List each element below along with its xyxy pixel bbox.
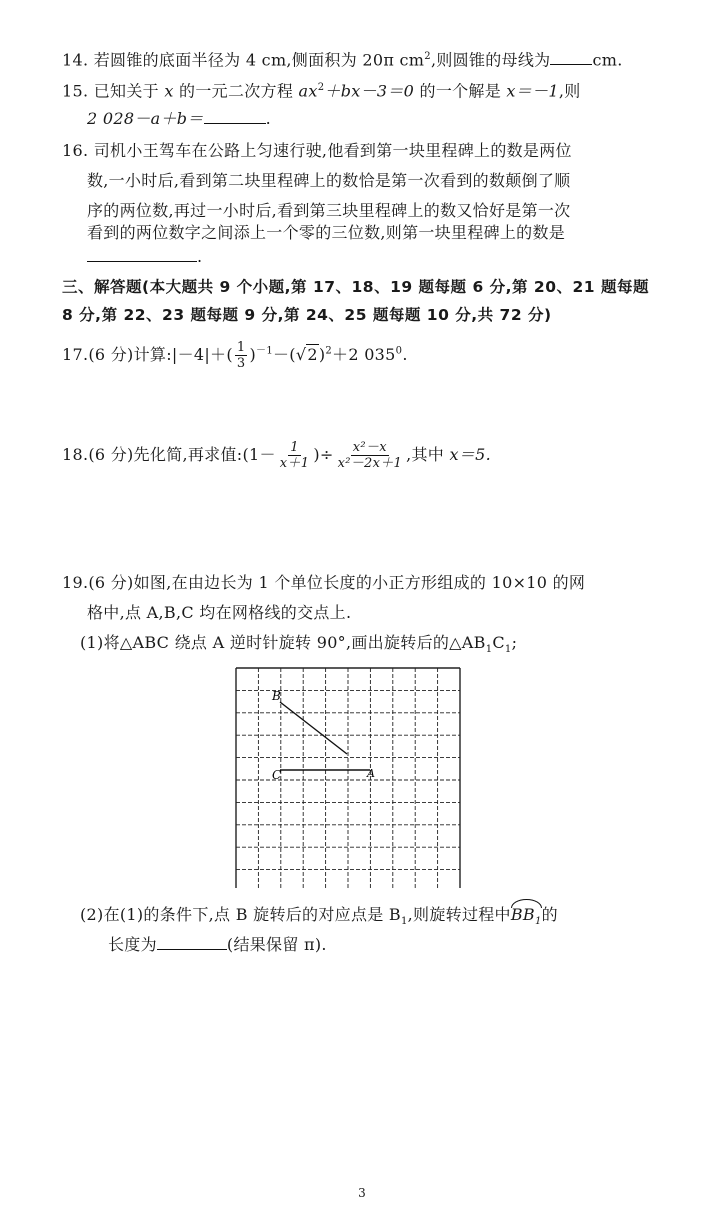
q19-answer-blank[interactable] bbox=[157, 935, 227, 950]
q15-period: . bbox=[265, 109, 271, 128]
q17-close: ) bbox=[249, 345, 257, 364]
q15-eq-b: ＋bx－3＝0 bbox=[324, 81, 415, 101]
q19-part2-line2-b: (结果保留 π). bbox=[226, 935, 327, 954]
question-15-line2 bbox=[87, 108, 271, 130]
question-19-part2-line1 bbox=[80, 904, 558, 933]
q19-part2-c: 的 bbox=[541, 905, 558, 924]
question-16-line1: 16. 司机小王驾车在公路上匀速行驶,他看到第一块里程碑上的数是两位 bbox=[62, 141, 572, 160]
q19-part1-a: (1)将△ABC 绕点 A 逆时针旋转 90°,画出旋转后的△AB bbox=[80, 633, 486, 652]
q15-answer-blank[interactable] bbox=[204, 109, 266, 124]
q17-fraction bbox=[235, 340, 248, 371]
q17-period: . bbox=[402, 345, 408, 364]
question-19-line1: 19.(6 分)如图,在由边长为 1 个单位长度的小正方形组成的 10×10 的网 bbox=[62, 573, 586, 592]
segment-ab bbox=[280, 702, 347, 754]
q18-f2-den: x²－2x＋1 bbox=[337, 456, 403, 471]
q18-condition: x＝5. bbox=[449, 445, 491, 464]
question-16-line3: 序的两位数,再过一小时后,看到第三块里程碑上的数又恰好是第一次 bbox=[87, 201, 571, 220]
q18-mid: )÷ bbox=[313, 445, 334, 464]
q17-exp2: 2 bbox=[325, 345, 333, 357]
section-3-heading-line2: 8 分,第 22、23 题每题 9 分,第 24、25 题每题 10 分,共 72 分) bbox=[62, 306, 552, 324]
q17-prefix: 17.(6 分)计算:|－4|＋( bbox=[62, 345, 233, 364]
arc-label: BB bbox=[510, 905, 535, 924]
q19-part1-b: C bbox=[492, 633, 505, 652]
q17-frac-num: 1 bbox=[236, 340, 246, 355]
label-b: B bbox=[272, 689, 281, 703]
q15-text-a: 15. 已知关于 bbox=[62, 81, 159, 101]
q19-part2-line2-a: 长度为 bbox=[108, 935, 157, 954]
q15-exp: 2 bbox=[317, 82, 325, 93]
q18-f1-den: x＋1 bbox=[279, 456, 310, 471]
q17-exp: －1 bbox=[256, 345, 273, 357]
question-15-line1 bbox=[62, 77, 581, 102]
q19-sub3: 1 bbox=[401, 916, 408, 928]
q19-part2-b: ,则旋转过程中 bbox=[407, 905, 511, 924]
q17-tail: ＋2 035 bbox=[332, 345, 396, 364]
q15-var: x bbox=[164, 81, 174, 101]
q18-tail: ,其中 bbox=[406, 445, 445, 464]
section-3-heading-line1: 三、解答题(本大题共 9 个小题,第 17、18、19 题每题 6 分,第 20、21 题每题 bbox=[62, 278, 649, 296]
page-number: 3 bbox=[358, 1186, 366, 1200]
question-18 bbox=[62, 440, 491, 471]
arc-bb1 bbox=[511, 904, 542, 933]
q14-text-b: ,则圆锥的母线为 bbox=[430, 50, 551, 70]
question-19-line2: 格中,点 A,B,C 均在网格线的交点上. bbox=[87, 603, 352, 622]
q16-answer-blank[interactable] bbox=[87, 247, 197, 262]
grid-figure bbox=[230, 662, 466, 888]
question-19-part1 bbox=[80, 632, 517, 661]
question-16-line5 bbox=[87, 246, 202, 268]
q19-part1-c: ; bbox=[511, 633, 518, 652]
q14-unit: cm. bbox=[592, 50, 623, 70]
q17-frac-den: 3 bbox=[236, 356, 246, 371]
q14-exp: 2 bbox=[424, 51, 431, 62]
q17-mid2: ) bbox=[318, 345, 326, 364]
question-16-line2: 数,一小时后,看到第二块里程碑上的数恰是第一次看到的数颠倒了顺 bbox=[87, 171, 571, 190]
label-a: A bbox=[367, 767, 375, 780]
q19-sub4: 1 bbox=[534, 916, 542, 928]
question-19-part2-line2 bbox=[108, 934, 327, 956]
grid-lines bbox=[236, 668, 460, 888]
question-16-line4: 看到的两位数字之间添上一个零的三位数,则第一块里程碑上的数是 bbox=[87, 223, 566, 242]
q18-fraction-2 bbox=[336, 440, 405, 471]
q14-answer-blank[interactable] bbox=[550, 50, 592, 65]
q19-sub1: 1 bbox=[485, 644, 493, 656]
q14-text-a: 14. 若圆锥的底面半径为 4 cm,侧面积为 20π cm bbox=[62, 50, 425, 70]
q15-text-c: 的一个解是 bbox=[419, 81, 502, 101]
q15-text-b: 的一元二次方程 bbox=[179, 81, 294, 101]
q17-radicand: 2 bbox=[307, 345, 318, 364]
q17-exp3: 0 bbox=[395, 345, 403, 357]
q18-prefix: 18.(6 分)先化简,再求值:(1－ bbox=[62, 445, 276, 464]
q17-mid: －(√ bbox=[272, 345, 307, 364]
q18-f2-num: x²－x bbox=[352, 440, 387, 455]
q15-text-d: ,则 bbox=[558, 81, 581, 101]
q19-part2-a: (2)在(1)的条件下,点 B 旋转后的对应点是 B bbox=[80, 905, 401, 924]
q15-expression: 2 028－a＋b＝ bbox=[87, 109, 204, 128]
q16-period: . bbox=[197, 247, 203, 266]
q15-solution: x＝－1 bbox=[506, 81, 559, 101]
q19-sub2: 1 bbox=[504, 644, 512, 656]
q18-f1-num: 1 bbox=[290, 440, 299, 455]
question-17 bbox=[62, 340, 408, 371]
q15-eq-a: ax bbox=[298, 81, 318, 101]
q18-fraction-1 bbox=[278, 440, 312, 471]
question-14 bbox=[62, 46, 623, 71]
label-c: C bbox=[272, 768, 282, 782]
